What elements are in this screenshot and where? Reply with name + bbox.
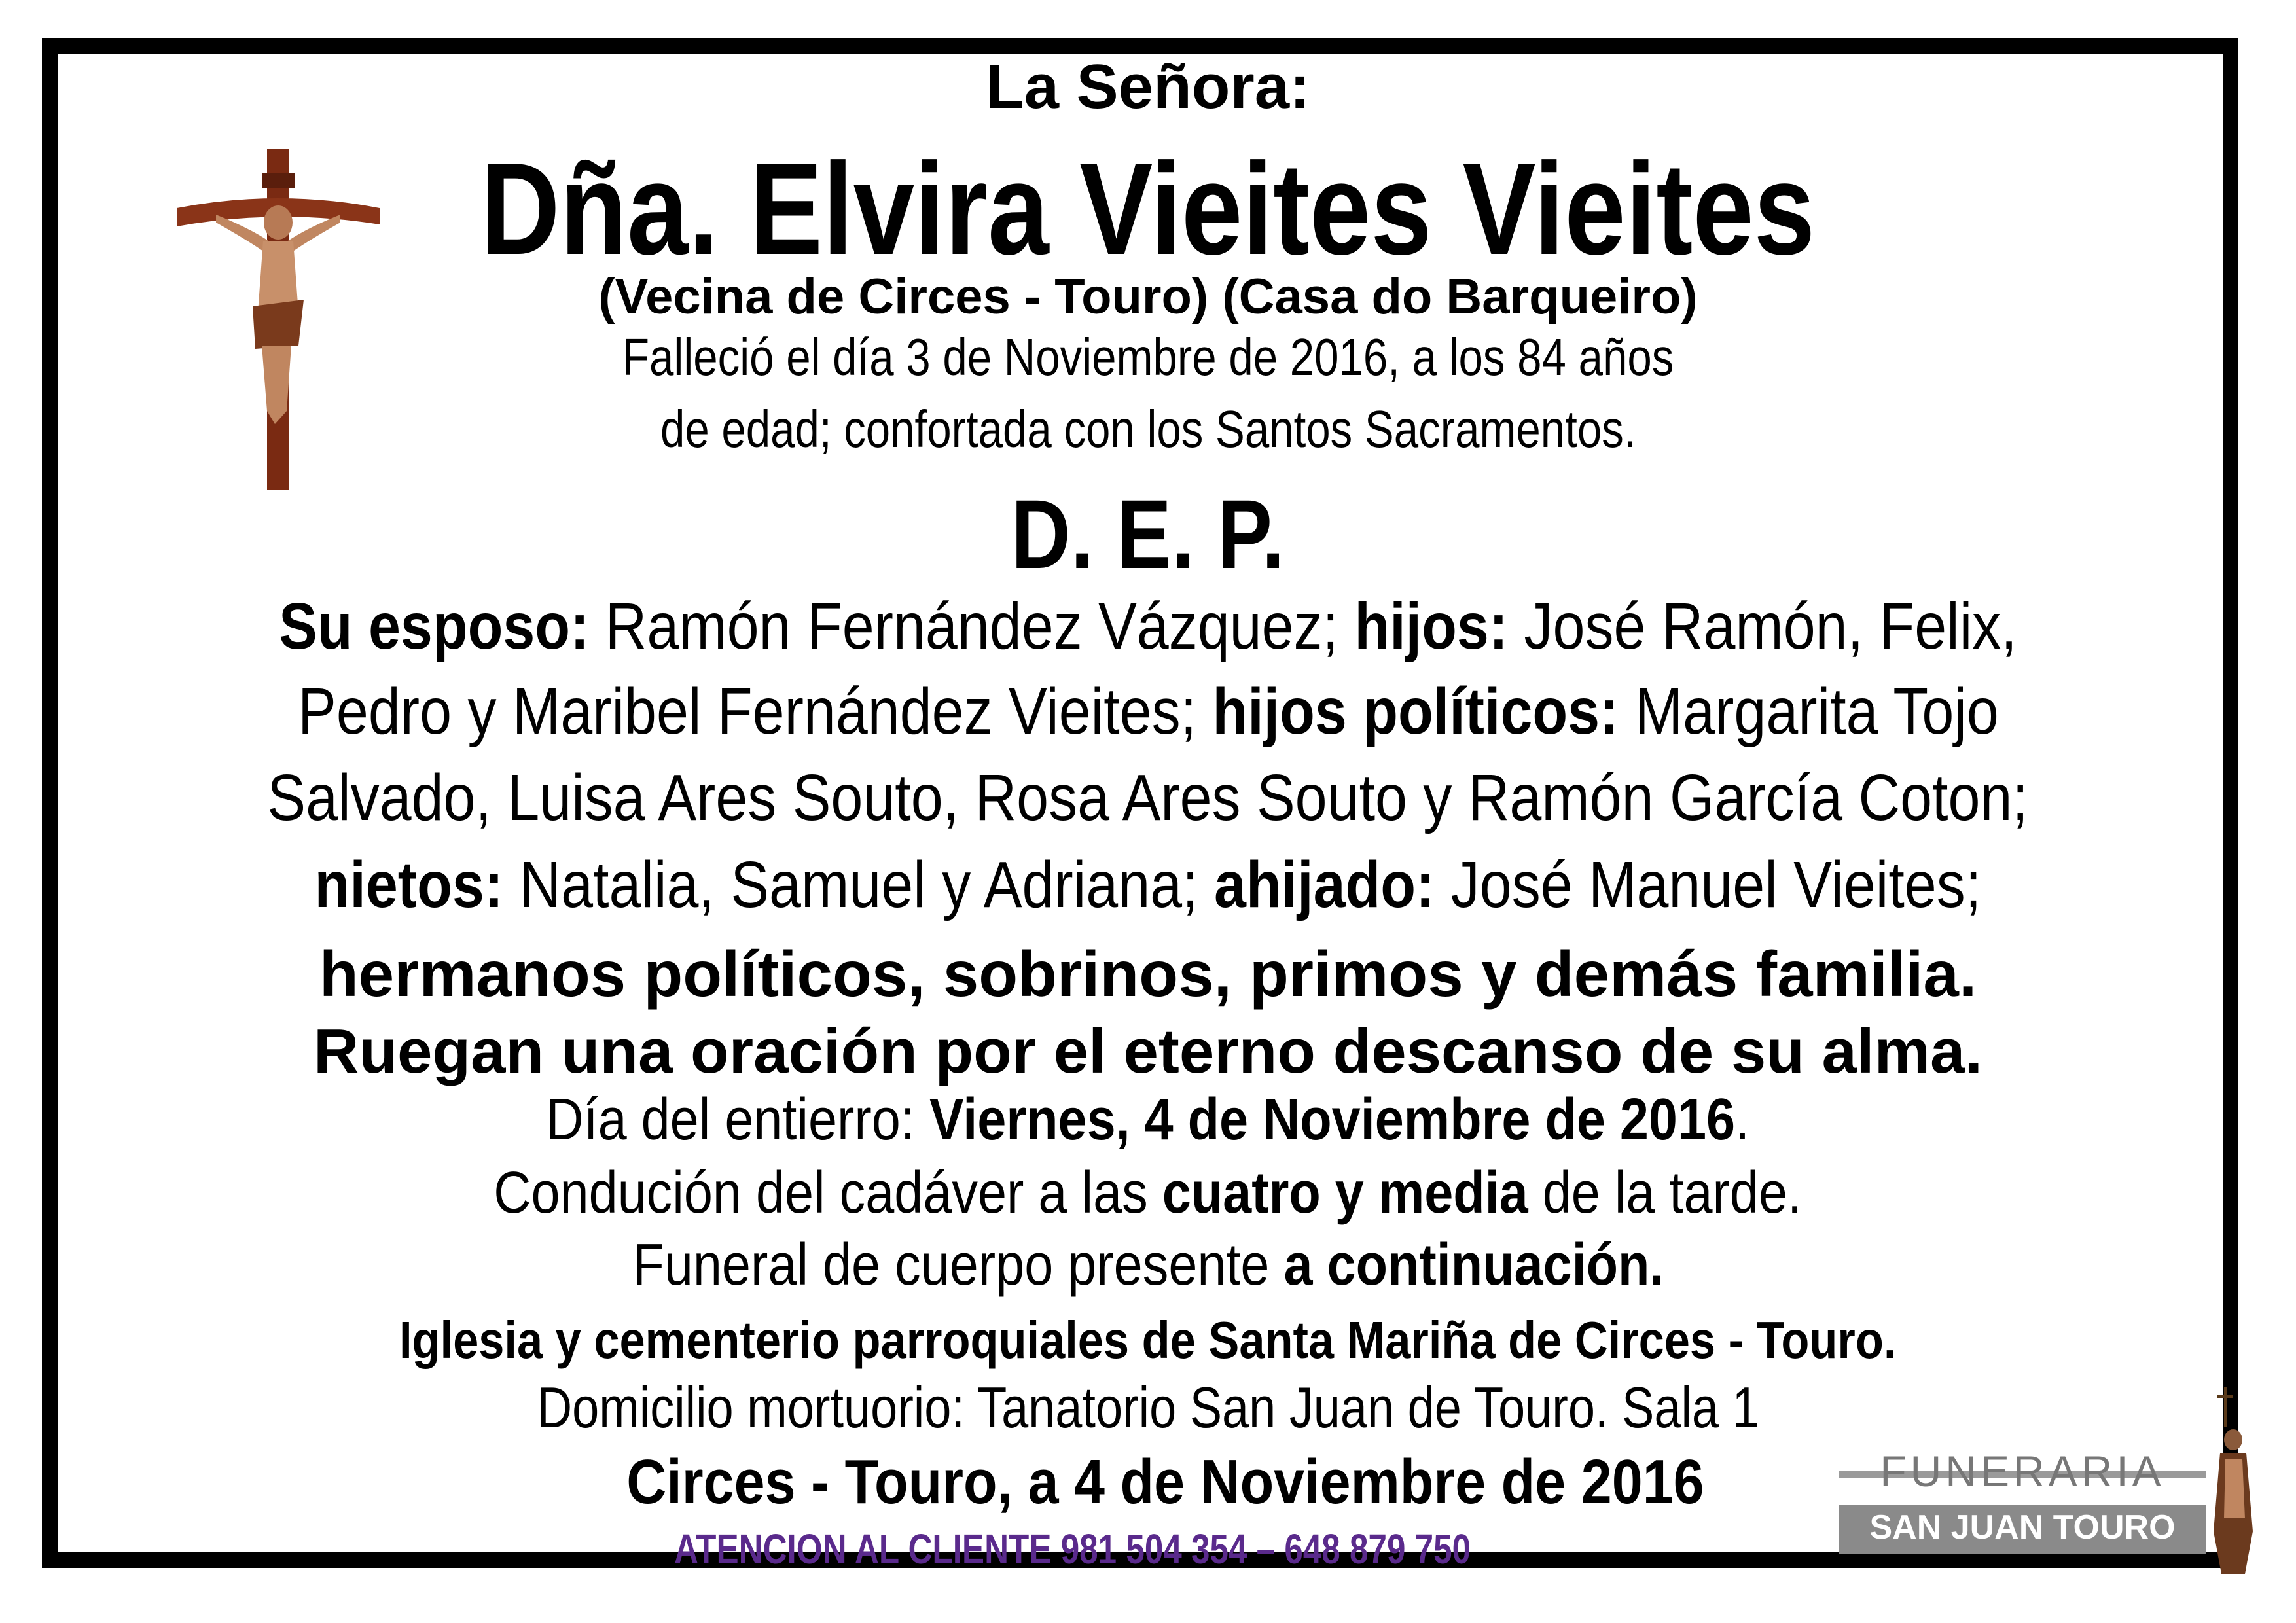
home-line: Domicilio mortuorio: Tanatorio San Juan de Touro. Sala 1 [537,1375,1759,1440]
funeral-line: Funeral de cuerpo presente a continuación. [632,1232,1664,1298]
family-line-4: nietos: Natalia, Samuel y Adriana; ahijado: José Manuel Vieites; [314,848,1982,921]
family-line-5: hermanos políticos, sobrinos, primos y demás familia. [319,938,1977,1010]
family-line-1: Su esposo: Ramón Fernández Vázquez; hijos: José Ramón, Felix, [279,590,2017,663]
church-line: Iglesia y cementerio parroquiales de Santa Mariña de Circes - Touro. [399,1311,1897,1369]
family-line-2: Pedro y Maribel Fernández Vieites; hijos políticos: Margarita Tojo [297,675,1999,748]
family-line-3: Salvado, Luisa Ares Souto, Rosa Ares Souto y Ramón García Coton; [267,761,2029,834]
funeral-home-logo [1839,1387,2258,1577]
logo-line-2: SAN JUAN TOURO [1869,1508,2176,1546]
prayer-line: Ruegan una oración por el eterno descanso de su alma. [314,1016,1982,1086]
conduction-line: Condución del cadáver a las cuatro y media de la tarde. [493,1160,1803,1226]
saint-figure-icon [2206,1387,2258,1577]
death-line-2: de edad; confortada con los Santos Sacramentos. [660,400,1636,458]
dep-label: D. E. P. [1011,479,1285,589]
burial-line: Día del entierro: Viernes, 4 de Noviembre de 2016. [546,1087,1750,1152]
logo-line-1: FUNERARIA [1880,1447,2165,1495]
deceased-name: Dña. Elvira Vieites Vieites [480,136,1816,282]
subtitle: (Vecina de Circes - Touro) (Casa do Barqueiro) [598,269,1698,325]
death-line-1: Falleció el día 3 de Noviembre de 2016, a los 84 años [622,328,1674,386]
place-date-line: Circes - Touro, a 4 de Noviembre de 2016 [626,1447,1704,1517]
header-label: La Señora: [985,52,1311,122]
customer-contact: ATENCION AL CLIENTE 981 504 354 – 648 879 750 [674,1525,1471,1573]
